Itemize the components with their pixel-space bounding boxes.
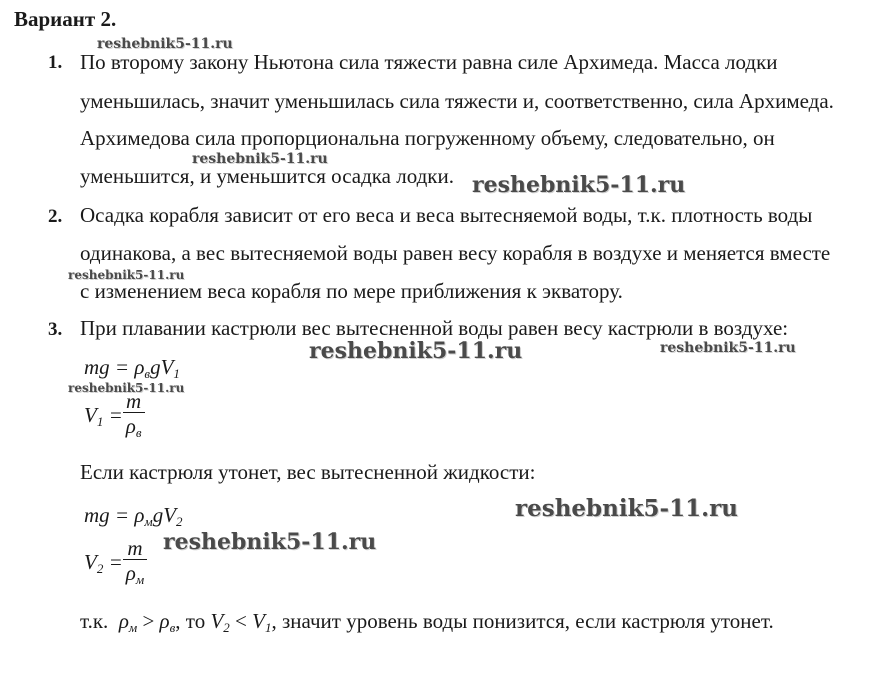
- formula-buoyancy-floating: mg = $\rho_вgV_1$: [84, 355, 180, 381]
- watermark: reshebnik5-11.ru: [68, 268, 185, 282]
- paragraph-line: Осадка корабля зависит от его веса и веса вытесняемой воды, т.к. плотность воды: [80, 203, 813, 227]
- formula-volume-v2: $V_2$ = $\frac{m}{\rho_м}$: [84, 535, 147, 591]
- page-title: Вариант 2.: [14, 7, 117, 31]
- watermark: reshebnik5-11.ru: [309, 338, 523, 364]
- paragraph-line: уменьшится, и уменьшится осадка лодки.: [80, 164, 454, 188]
- paragraph-line: одинакова, а вес вытесняемой воды равен весу корабля в воздухе и меняется вместе: [80, 241, 831, 265]
- paragraph-line: Если кастрюля утонет, вес вытесненной жидкости:: [80, 460, 536, 484]
- formula-volume-v1: $V_1$ = $\frac{m}{\rho_в}$: [84, 388, 145, 444]
- watermark: reshebnik5-11.ru: [163, 529, 377, 555]
- watermark: reshebnik5-11.ru: [515, 495, 738, 522]
- paragraph-line: По второму закону Ньютона сила тяжести равна силе Архимеда. Масса лодки: [80, 50, 778, 74]
- watermark: reshebnik5-11.ru: [68, 381, 185, 395]
- item-number: 2.: [48, 206, 63, 227]
- paragraph-line: При плавании кастрюли вес вытесненной воды равен весу кастрюли в воздухе:: [80, 316, 789, 340]
- formula-buoyancy-sunk: mg = $\rho_мgV_2$: [84, 503, 183, 529]
- paragraph-line: уменьшилась, значит уменьшилась сила тяжести и, соответственно, сила Архимеда.: [80, 89, 834, 113]
- conclusion-line: т.к. $\rho_м > \rho_в$, то $V_2 < V_1$, значит уровень воды понизится, если кастрюля утонет.: [80, 609, 774, 635]
- watermark: reshebnik5-11.ru: [660, 340, 796, 356]
- item-number: 1.: [48, 52, 63, 73]
- paragraph-line: с изменением веса корабля по мере приближения к экватору.: [80, 279, 623, 303]
- watermark: reshebnik5-11.ru: [97, 36, 233, 52]
- watermark: reshebnik5-11.ru: [472, 172, 686, 198]
- watermark: reshebnik5-11.ru: [192, 151, 328, 167]
- item-number: 3.: [48, 319, 63, 340]
- paragraph-line: Архимедова сила пропорциональна погруженному объему, следовательно, он: [80, 126, 775, 150]
